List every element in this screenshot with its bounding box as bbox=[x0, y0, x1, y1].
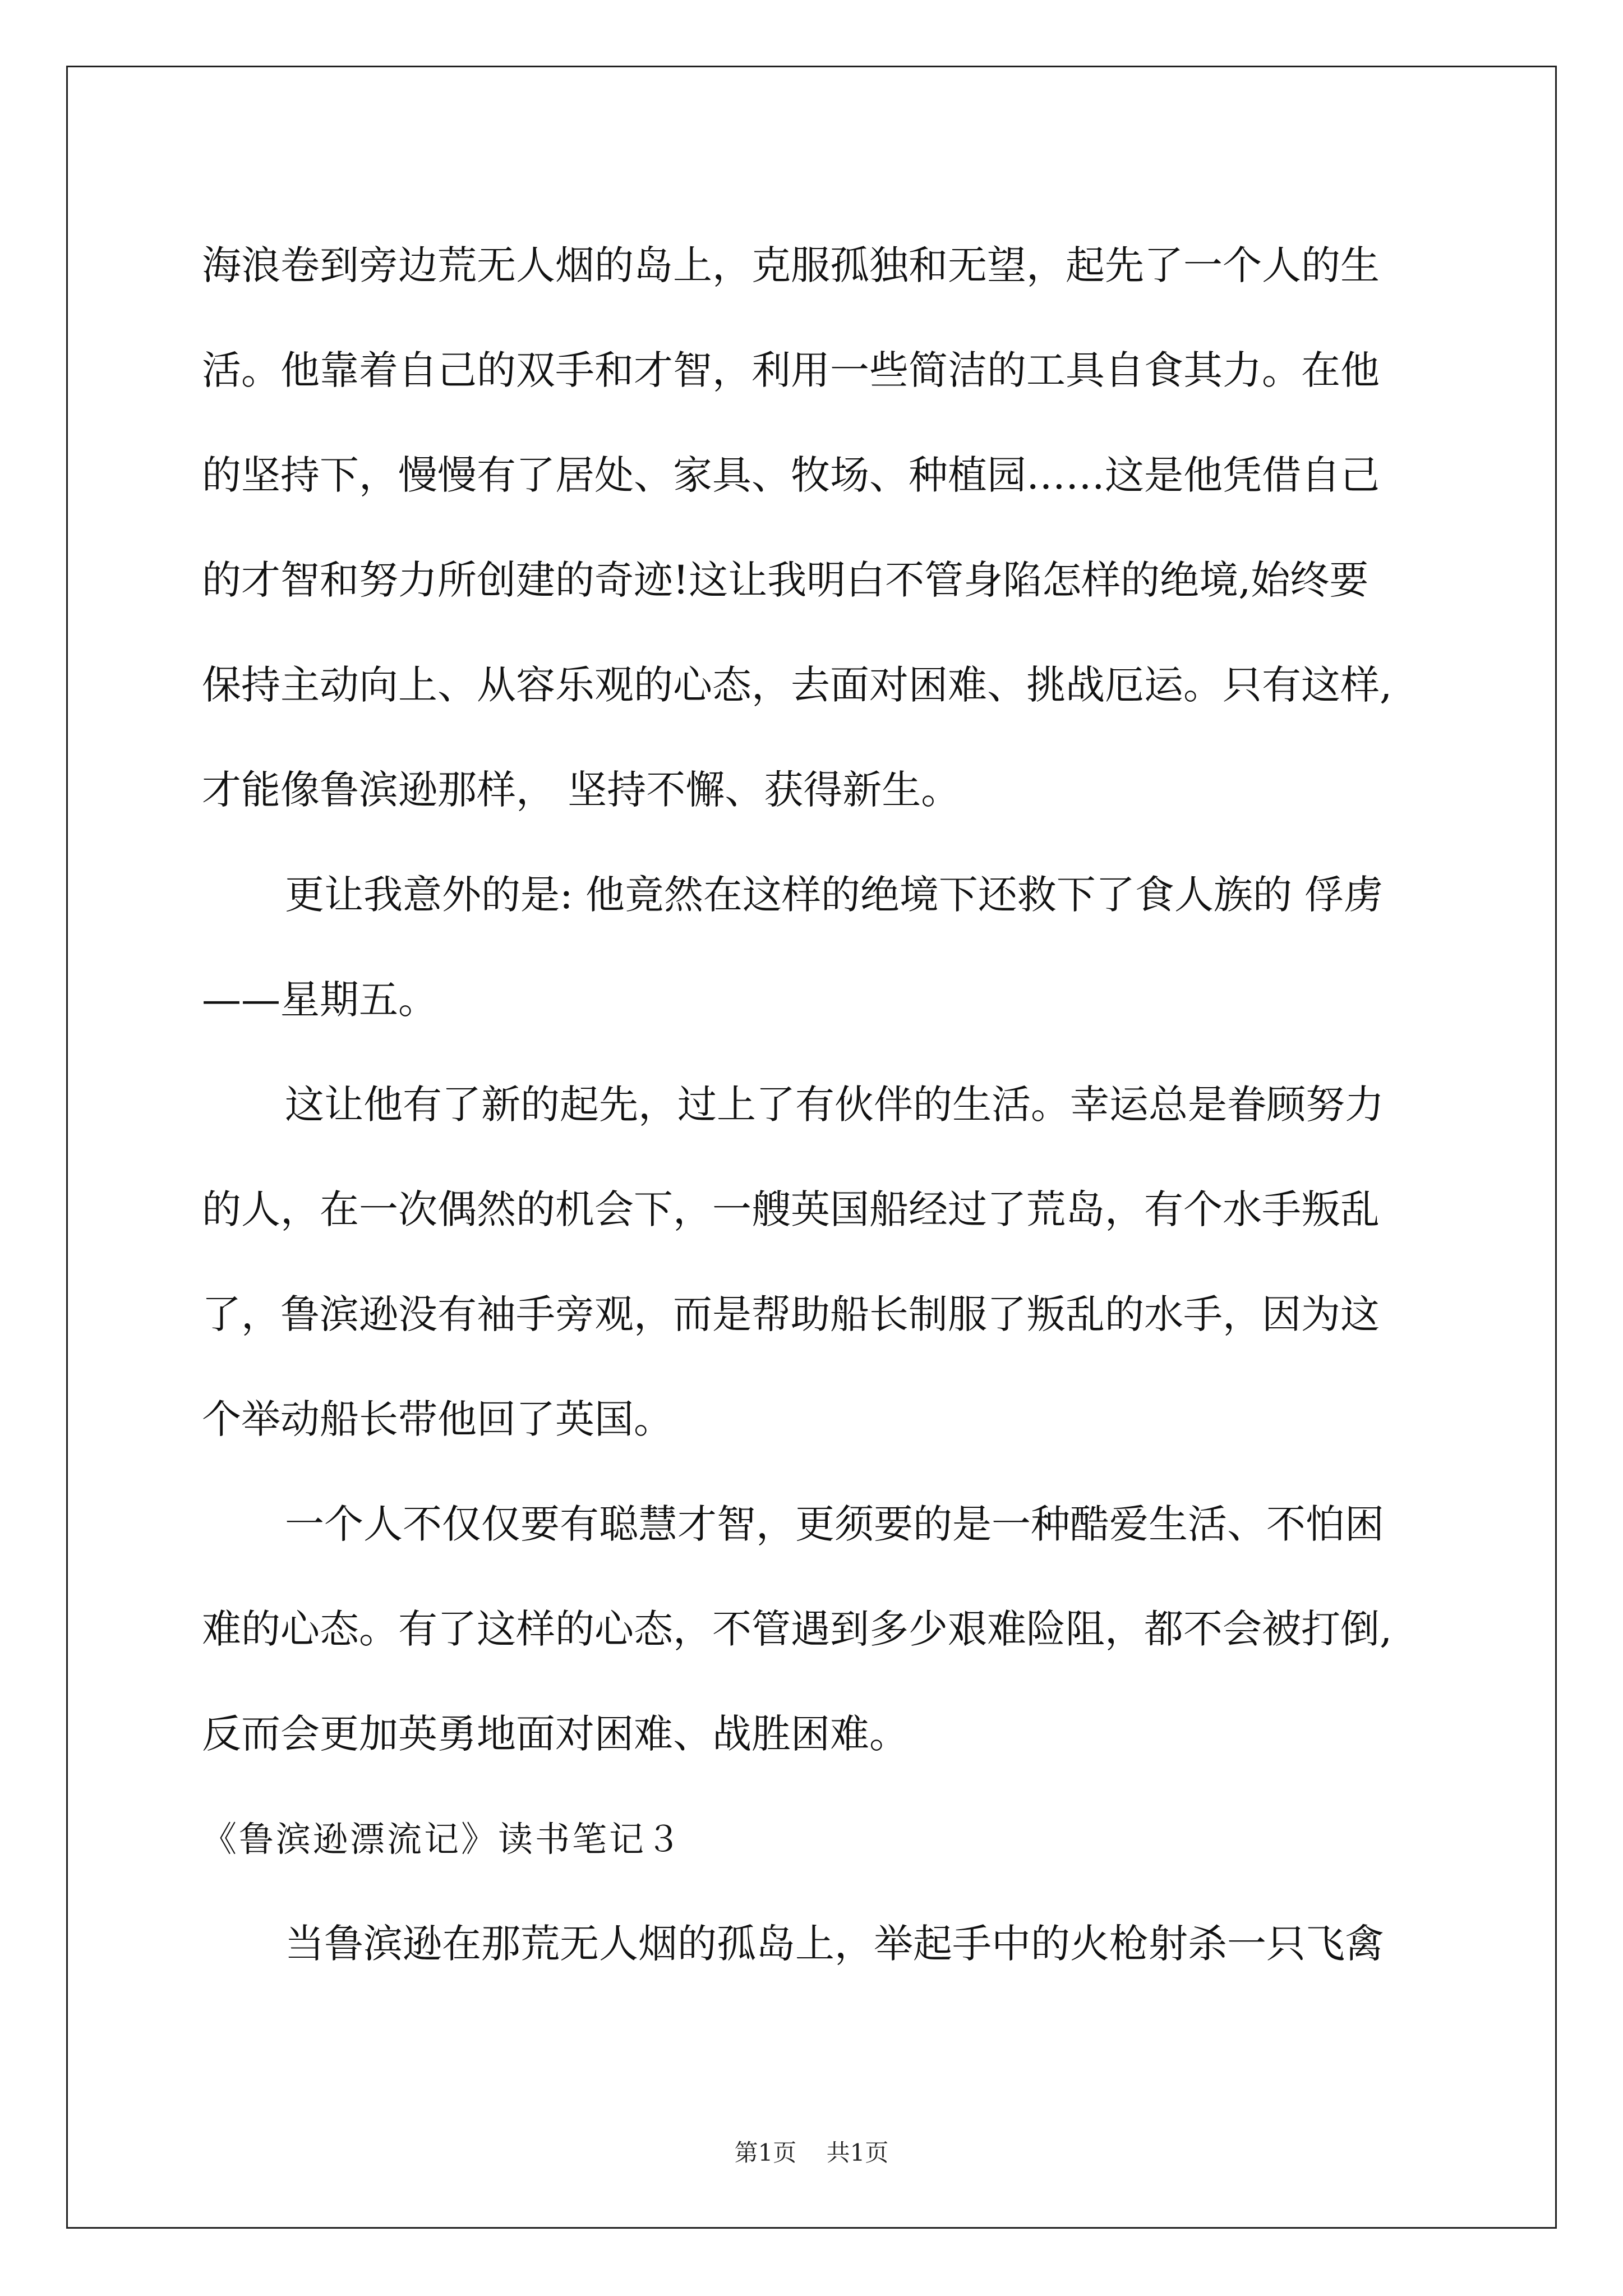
text-line: 活。他靠着自己的双手和才智，利用一些简洁的工具自食其力。在他 bbox=[202, 347, 1380, 393]
document-body bbox=[202, 213, 1436, 1996]
text-line: 的才智和努力所创建的奇迹!这让我明白不管身陷怎样的绝境,始终要 bbox=[202, 557, 1369, 603]
paragraph-first-line: 一个人不仅仅要有聪慧才智，更须要的是一种酷爱生活、不怕困 bbox=[285, 1501, 1384, 1547]
text-line: 了，鲁滨逊没有袖手旁观，而是帮助船长制服了叛乱的水手，因为这 bbox=[202, 1291, 1380, 1337]
page-number-total: 共1页 bbox=[826, 2139, 889, 2166]
text-line: ——星期五。 bbox=[202, 977, 437, 1023]
page-footer bbox=[0, 2134, 1623, 2168]
text-line: 才能像鲁滨逊那样， 坚持不懈、获得新生。 bbox=[202, 767, 961, 813]
paragraph-first-line: 更让我意外的是: 他竟然在这样的绝境下还救下了食人族的 俘虏 bbox=[285, 872, 1384, 918]
paragraph-first-line: 当鲁滨逊在那荒无人烟的孤岛上，举起手中的火枪射杀一只飞禽 bbox=[285, 1921, 1384, 1967]
text-line: 海浪卷到旁边荒无人烟的岛上，克服孤独和无望，起先了一个人的生 bbox=[202, 242, 1380, 288]
text-line: 保持主动向上、从容乐观的心态，去面对困难、挑战厄运。只有这样, bbox=[202, 662, 1393, 708]
page-number-current: 第1页 bbox=[734, 2139, 797, 2166]
text-line: 的坚持下，慢慢有了居处、家具、牧场、种植园……这是他凭借自己 bbox=[202, 452, 1380, 498]
text-line: 难的心态。有了这样的心态，不管遇到多少艰难险阻，都不会被打倒, bbox=[202, 1606, 1393, 1652]
text-line: 个举动船长带他回了英国。 bbox=[202, 1396, 673, 1442]
text-line: 反而会更加英勇地面对困难、战胜困难。 bbox=[202, 1711, 909, 1757]
text-line: 的人，在一次偶然的机会下，一艘英国船经过了荒岛，有个水手叛乱 bbox=[202, 1186, 1380, 1232]
section-heading: 《鲁滨逊漂流记》读书笔记３ bbox=[202, 1819, 684, 1860]
paragraph-first-line: 这让他有了新的起先，过上了有伙伴的生活。幸运总是眷顾努力 bbox=[285, 1082, 1384, 1128]
